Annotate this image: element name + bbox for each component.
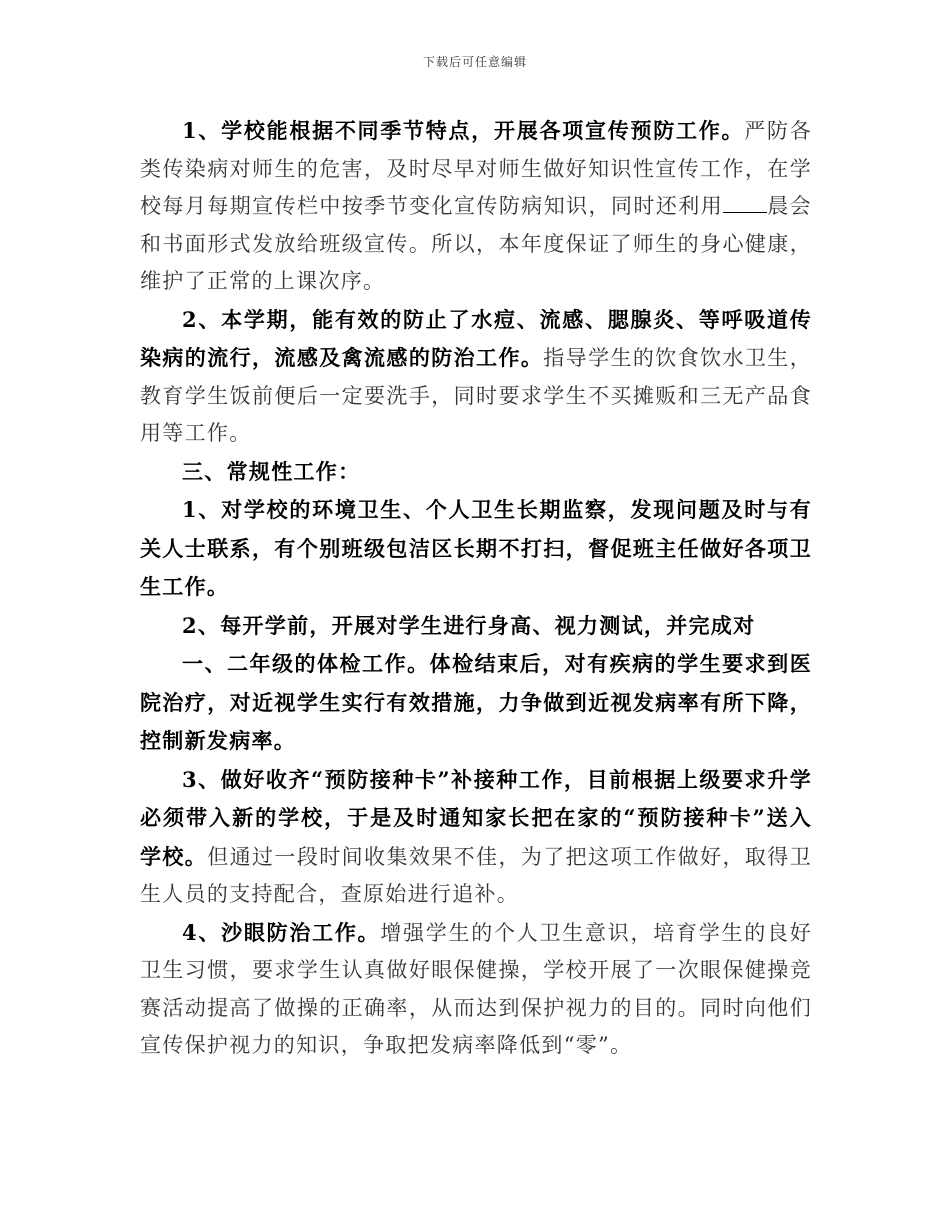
paragraph-1 [140, 112, 812, 301]
paragraph-8 [140, 914, 812, 1065]
page-header: 下载后可任意编辑 [422, 55, 527, 69]
paragraph-7 [140, 761, 812, 914]
paragraph-5-text: 2、每开学前，开展对学生进行身高、视力测试，并完成对 [182, 612, 756, 638]
paragraph-4 [140, 491, 812, 607]
paragraph-5 [140, 607, 812, 646]
paragraph-1-text-b: 晨会和书面形式发放给班级宣传。所以，本年度保证了师生的身心健康，维护了正常的上课次序。 [140, 194, 812, 293]
section-heading-text: 三、常规性工作： [182, 458, 361, 484]
fill-blank [723, 192, 767, 213]
paragraph-2-heading: 2、本学期，能有效的防止了水痘、流感、腮腺炎、等呼吸道传染病的流行，流感及禽流感的防治工作。 [140, 306, 812, 370]
paragraph-8-text: 增强学生的个人卫生意识，培育学生的良好卫生习惯，要求学生认真做好眼保健操，学校开展了一次眼保健操竞赛活动提高了做操的正确率，从而达到保护视力的目的。同时向他们宣传保护视力的知识，争取把发病率降低到“零”。 [140, 920, 813, 1057]
paragraph-2-text: 指导学生的饮食饮水卫生，教育学生饭前便后一定要洗手，同时要求学生不买摊贩和三无产品食用等工作。 [140, 346, 812, 445]
paragraph-7-heading: 3、做好收齐“预防接种卡”补接种工作，目前根据上级要求升学必须带入新的学校，于是及时通知家长把在家的“预防接种卡”送入学校。 [140, 766, 812, 869]
paragraph-6 [140, 645, 812, 761]
paragraph-6-text: 一、二年级的体检工作。体检结束后，对有疾病的学生要求到医院治疗，对近视学生实行有效措施，力争做到近视发病率有所下降，控制新发病率。 [140, 651, 812, 753]
paragraph-8-heading: 4、沙眼防治工作。 [182, 919, 381, 945]
section-heading [140, 453, 812, 492]
paragraph-1-text-a: 严防各类传染病对师生的危害，及时尽早对师生做好知识性宣传工作，在学校每月每期宣传栏中按季节变化宣传防病知识，同时还利用 [140, 119, 813, 218]
paragraph-7-text: 但通过一段时间收集效果不佳，为了把这项工作做好，取得卫生人员的支持配合，查原始进行追补。 [140, 844, 812, 906]
paragraph-4-text: 1、对学校的环境卫生、个人卫生长期监察，发现问题及时与有关人士联系，有个别班级包洁区长期不打扫，督促班主任做好各项卫生工作。 [140, 497, 812, 599]
document-body [140, 112, 812, 1065]
paragraph-2 [140, 301, 812, 453]
paragraph-1-heading: 1、学校能根据不同季节特点，开展各项宣传预防工作。 [182, 118, 745, 143]
